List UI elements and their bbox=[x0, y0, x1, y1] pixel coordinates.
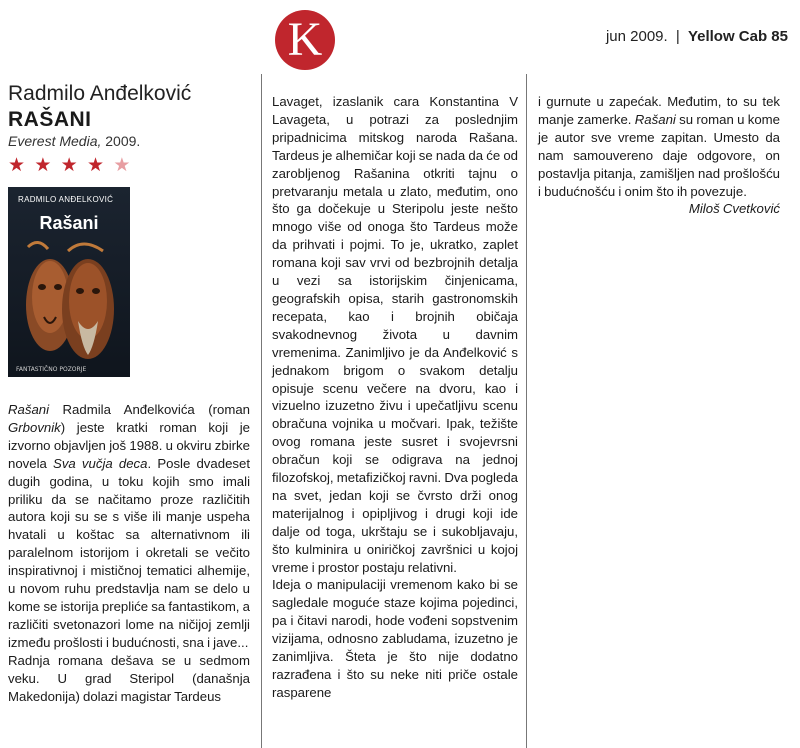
publisher-name: Everest Media, bbox=[8, 133, 102, 149]
text-run: . Posle dvadeset dugih godina, u toku kojih smo imali priliku da se načitamo proze različitih autora koji su se s više ili manje uspeha hvatali u koštac sa alternativnom ili paralelnom istorijom i okretali se večito inspirativnoj i mističnoj tematici alhemije, u novom ruhu predstavlja nam se delo u kome se istorija prepliće sa fantastikom, a različiti svetonazori lome na ničijoj zemlji između prošlosti i budućnosti, sna i jave... bbox=[8, 455, 250, 650]
text-run: Radmila Anđelkovića (roman bbox=[49, 402, 250, 417]
article-column-2 bbox=[272, 93, 518, 702]
star-icon: ★ bbox=[34, 155, 54, 176]
star-icon: ★ bbox=[86, 155, 107, 176]
cover-author: RADMILO ANĐELKOVIĆ bbox=[18, 195, 114, 204]
star-rating bbox=[8, 154, 132, 177]
star-icon: ★ bbox=[8, 155, 28, 176]
text-run: i gurnute u zapećak. Međutim, to su tek manje zamerke. bbox=[538, 94, 780, 127]
collection-title-italic: Sva vučja deca bbox=[53, 455, 148, 471]
carved-masks-illustration bbox=[8, 237, 130, 377]
book-title: RAŠANI bbox=[8, 108, 92, 131]
review-signature: Miloš Cvetković bbox=[688, 201, 780, 217]
cover-footer: FANTASTIČNO POZORJE bbox=[16, 366, 87, 373]
column-divider-2 bbox=[526, 74, 527, 748]
magazine-name: Yellow Cab 85 bbox=[687, 28, 788, 45]
column-divider-1 bbox=[261, 74, 262, 748]
paragraph bbox=[538, 93, 780, 200]
book-title-italic: Rašani bbox=[634, 111, 676, 127]
header-separator: | bbox=[675, 28, 680, 45]
paragraph bbox=[8, 401, 250, 652]
text-run: su roman u kome je autor sve vreme zapitan. Umesto da nam samouvereno daje odgovore, on postavlja pitanja, zamišljen nad prošlošću i budućnošću i onim što ih povezuje. bbox=[538, 111, 780, 199]
book-title-italic: Rašani bbox=[8, 402, 50, 417]
article-column-3 bbox=[538, 93, 780, 218]
issue-date: jun 2009. bbox=[605, 28, 668, 45]
page-header bbox=[606, 28, 788, 45]
star-icon: ★ bbox=[60, 155, 80, 176]
book-author: Radmilo Anđelković bbox=[8, 82, 192, 105]
half-star-icon: ★ bbox=[113, 155, 133, 176]
book-publisher bbox=[8, 133, 140, 149]
novel-title-italic: Grbovnik bbox=[8, 419, 61, 435]
book-cover-image bbox=[8, 187, 130, 377]
publication-year: 2009. bbox=[105, 133, 141, 149]
section-letter-badge: K bbox=[275, 10, 335, 70]
paragraph: Lavaget, izaslanik cara Konstantina V Lavageta, u potrazi za poslednjim pripadnicima mitskog naroda Rašana. Tardeus je alhemičar koji se nada da će od zarobljenog Rašanina otkriti tajnu o pretvaranju metala u zlato, međutim, ono što ga dočekuje u Steripolu jeste nešto mnogo više od onoga što Tardeus može da prihvati i pojmi. To je, ukratko, zaplet romana koji sav vrvi od bezbrojnih detalja u vezi sa istorijskim činjenicama, geografskih opisa, starih gastronomskih recepata, kao i brojnih običaja svakodnevnog života u davnim vremenima. Zanimljivo je da Anđelković s jednakom brigom o svakom detalju opisuje scenu večere na dvoru, kao i vizuelno izuzetno živu i upečatljivu scenu obračuna vojnika u močvari. Ipak, težište ovog romana jeste susret i svojevrsni obračun koji se odigrava na jednoj filozofskoj, metafizičkoj ravni. Dva pogleda na svet, jedan koji se čvrsto drži onog materijalnog i opipljivog i drugi koji ide dalje od toga, ukrštaju se i sukobljavaju, što kulminira u oniričkoj završnici u kojoj vreme i prostor postaju relativni. bbox=[272, 94, 518, 575]
article-column-1 bbox=[8, 401, 250, 705]
paragraph: Ideja o manipulaciji vremenom kako bi se sagledale moguće staze kojima pojedinci, pa i čitavi narodi, hode vođeni sopstvenim vizijama, odnosno zabludama, izuzetno je zanimljiva. Šteta je što nije dodatno razrađena i što su neke niti priče ostale rasparene bbox=[272, 577, 518, 700]
text-run: ) jeste kratki roman koji je izvorno objavljen još 1988. u okviru zbirke novela bbox=[8, 419, 250, 471]
paragraph: Radnja romana dešava se u sedmom veku. U grad Steripol (današnja Makedonija) dolazi magistar Tardeus bbox=[8, 652, 250, 704]
cover-title: Rašani bbox=[39, 213, 99, 233]
